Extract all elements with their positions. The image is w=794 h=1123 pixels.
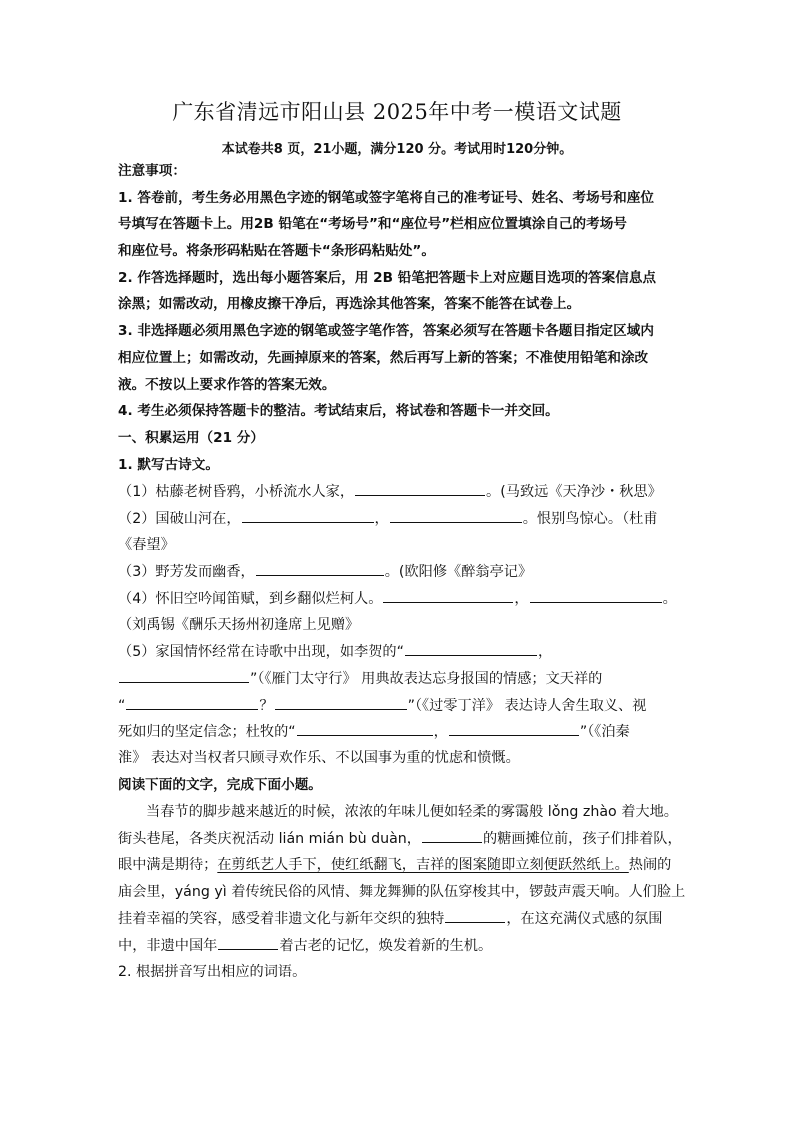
q1-text: （1）枯藤老树昏鸦，小桥流水人家， [118,484,355,501]
q1-item-5-cont [118,718,678,745]
q1-item-3 [118,558,678,585]
exam-subtitle: 本试卷共8 页，21小题，满分120 分。考试用时120分钟。 [221,142,573,157]
underlined-sentence: 在剪纸艺人手下，使红纸翻飞，吉祥的图案随即立刻便跃然纸上。 [217,856,629,873]
q1-text: 。(欧阳修《醉翁亭记》 [384,564,533,581]
q1-text: ”（《雁门太守行》 用典故表达忘身报国的情感；文天祥的 [250,671,603,688]
answer-blank[interactable] [256,558,384,576]
question-2-heading: 2. 根据拼音写出相应的词语。 [118,963,307,980]
reading-line [118,932,678,959]
q1-text: ”（《泊秦 [579,724,630,741]
reading-text: 眼中满是期待； [118,856,218,873]
answer-blank[interactable] [449,718,579,736]
answer-blank[interactable] [242,505,374,523]
notice-line: 液。不按以上要求作答的答案无效。 [118,376,336,393]
q1-text: 。恨别鸟惊心。（杜甫 [522,510,658,527]
q1-text: 。(马致远《天净沙・秋思》 [486,484,662,501]
q1-text: ， [514,591,529,607]
notice-line: 和座位号。将条形码粘贴在答题卡“条形码粘贴处”。 [118,243,435,260]
q1-item-5-cont: 淮》 表达对当权者只顾寻欢作乐、不以国事为重的忧虑和愤慨。 [118,750,520,767]
reading-line [118,825,682,852]
q1-text: ， [537,644,553,661]
answer-blank[interactable] [126,692,258,710]
q1-item-4 [118,585,678,612]
notice-line: 3. 非选择题必须用黑色字迹的钢笔或签字笔作答，答案必须写在答题卡各题目指定区域内 [118,323,654,340]
q1-text: （2）国破山河在， [118,510,241,527]
exam-content [118,158,686,985]
q1-item-2-cont: 《春望》 [118,536,175,553]
q1-item-2 [118,505,678,532]
q1-item-5-cont [118,665,678,692]
reading-text: ，在这充满仪式感的氛围 [506,911,663,928]
answer-blank[interactable] [355,478,485,496]
notice-line: 号填写在答题卡上。用2B 铅笔在“考场号”和“座位号”栏相应位置填涂自己的考场号 [118,216,627,233]
notice-line: 2. 作答选择题时，选出每小题答案后，用 2B 铅笔把答题卡上对应题目选项的答案信息点 [118,269,657,286]
reading-text: 着古老的记忆，焕发着新的生机。 [279,937,493,954]
answer-blank[interactable] [218,932,278,950]
q1-text: （4）怀旧空吟闻笛赋，到乡翻似烂柯人。 [118,591,383,607]
reading-line: 庙会里，yáng yì 着传统民俗的风情、舞龙舞狮的队伍穿梭其中，锣鼓声震天响。人们脸上 [118,883,686,900]
reading-line: 当春节的脚步越来越近的时候，浓浓的年味儿便如轻柔的雾霭般 lǒng zhào 着大地。 [146,803,678,820]
notice-heading: 注意事项： [118,163,186,179]
notice-line: 4. 考生必须保持答题卡的整洁。考试结束后，将试卷和答题卡一并交回。 [118,403,559,420]
q1-text: （5）家国情怀经常在诗歌中出现，如李贺的“ [118,644,404,661]
question-1-heading: 1. 默写古诗文。 [118,456,219,473]
q1-item-5-cont [118,692,678,719]
reading-line [118,905,678,932]
q1-text: 。 [662,591,677,607]
notice-line: 相应位置上；如需改动，先画掉原来的答案，然后再写上新的答案；不准使用铅笔和涂改 [118,349,649,366]
answer-blank[interactable] [119,665,249,683]
answer-blank[interactable] [422,825,482,843]
q1-text: 死如归的坚定信念；杜牧的“ [118,724,296,741]
reading-text: 街头巷尾，各类庆祝活动 lián mián bù duàn， [118,831,421,848]
q1-item-1 [118,478,678,505]
section-heading: 一、积累运用（21 分） [118,429,264,446]
answer-blank[interactable] [445,905,505,923]
answer-blank[interactable] [383,585,513,603]
reading-text: 热闹的 [628,856,672,873]
reading-line [118,852,678,879]
reading-text: 中，非遗中国年 [118,937,218,954]
q1-text: ， [374,510,389,527]
answer-blank[interactable] [297,718,433,736]
q1-item-5 [118,638,678,665]
answer-blank[interactable] [530,585,662,603]
q1-text: ， [433,724,448,741]
answer-blank[interactable] [405,638,537,656]
answer-blank[interactable] [275,692,407,710]
q1-item-4-cont: （刘禹锡《酬乐天扬州初逢席上见赠》 [118,616,360,633]
exam-title: 广东省清远市阳山县 2025年中考一模语文试题 [172,100,622,124]
q1-text: “ [118,697,126,714]
notice-line: 1. 答卷前，考生务必用黑色字迹的钢笔或签字笔将自己的准考证号、姓名、考场号和座位 [118,189,654,206]
reading-text: 的糖画摊位前，孩子们排着队， [483,831,682,848]
reading-text: 挂着幸福的笑容，感受着非遗文化与新年交织的独特 [118,911,445,928]
q1-text: （3）野芳发而幽香， [118,564,255,581]
q1-text: ？ [259,697,274,714]
reading-heading: 阅读下面的文字，完成下面小题。 [118,776,322,793]
notice-line: 涂黑；如需改动，用橡皮擦干净后，再选涂其他答案，答案不能答在试卷上。 [118,296,581,313]
q1-text: ”（《过零丁洋》 表达诗人舍生取义、视 [407,697,647,714]
answer-blank[interactable] [390,505,522,523]
